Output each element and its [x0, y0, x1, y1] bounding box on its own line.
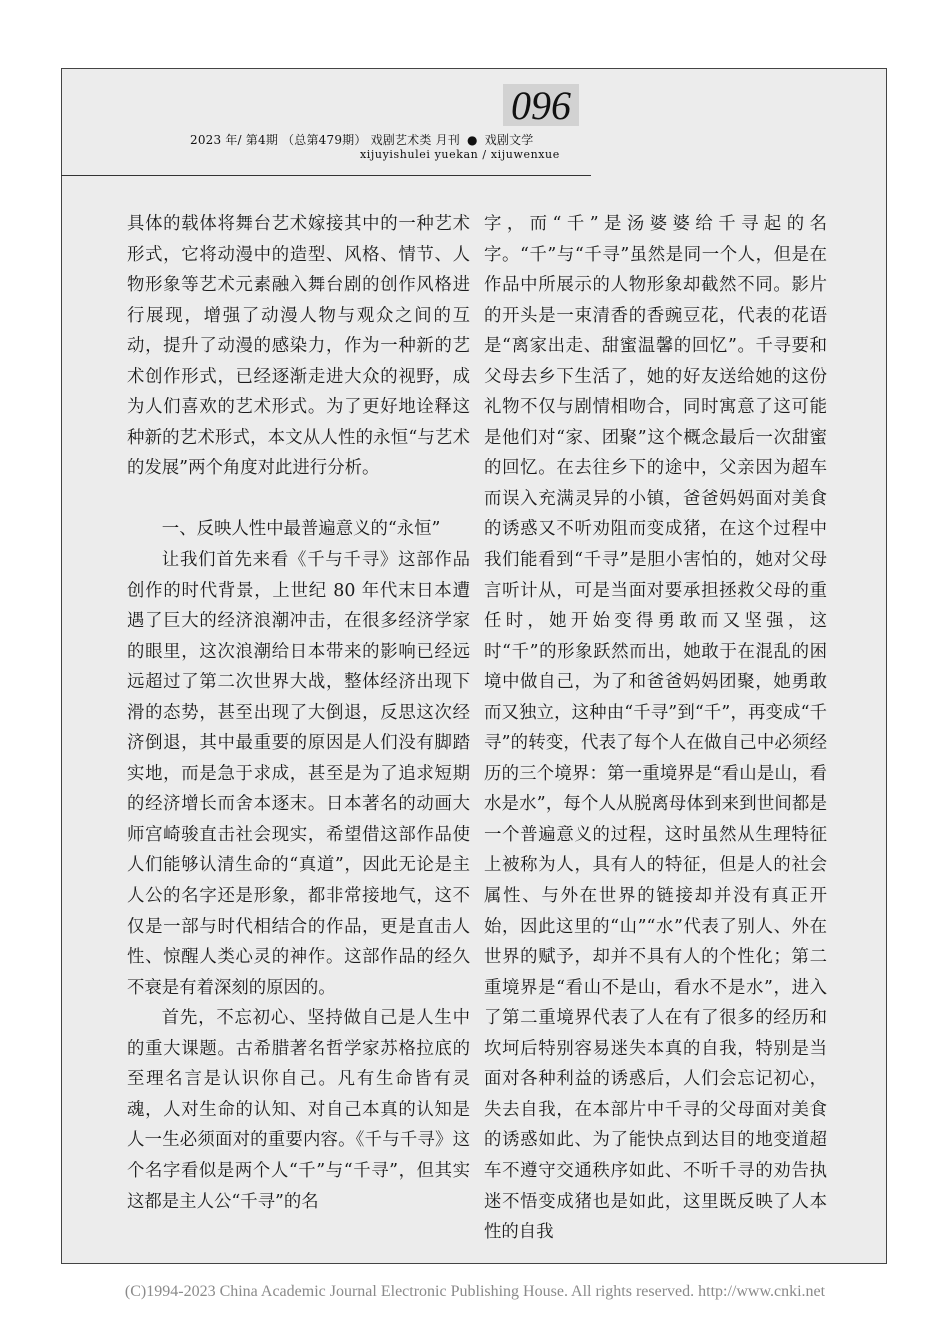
journal-pinyin: xijuyishulei yuekan / xijuwenxue: [360, 148, 560, 161]
section-heading: 一、反映人性中最普遍意义的“永恒”: [161, 519, 441, 540]
left-column: [127, 209, 470, 1217]
header-divider: [61, 175, 591, 176]
issue-info: [190, 132, 534, 148]
issue-text: 2023 年/ 第4期 （总第479期） 戏剧艺术类 月刊: [190, 133, 460, 147]
first-point-paragraph: 首先，不忘初心、坚持做自己是人生中的重大课题。古希腊著名哲学家苏格拉底的至理名言是认识你自己。凡有生命皆有灵魂，人对生命的认知、对自己本真的认知是人一生必须面对的重要内容。《千与千寻》这个名字看似是两个人“千”与“千寻”，但其实这都是主人公“千寻”的名: [127, 1008, 470, 1212]
copyright-footer: (C)1994-2023 China Academic Journal Electronic Publishing House. All rights reserved. http://www.cnki.net: [124, 1283, 826, 1300]
section-spacer: [127, 484, 470, 515]
bullet-icon: ●: [467, 133, 478, 147]
intro-paragraph: 具体的载体将舞台艺术嫁接其中的一种艺术形式，它将动漫中的造型、风格、情节、人物形象等艺术元素融入舞台剧的创作风格进行展现，增强了动漫人物与观众之间的互动，提升了动漫的感染力，作为一种新的艺术创作形式，已经逐渐走进大众的视野，成为人们喜欢的艺术形式。为了更好地诠释这种新的艺术形式，本文从人性的永恒“与艺术的发展”两个角度对此进行分析。: [127, 214, 470, 479]
right-column: [484, 209, 827, 1248]
page-number: 096: [503, 84, 579, 126]
background-paragraph: 让我们首先来看《千与千寻》这部作品创作的时代背景，上世纪 80 年代末日本遭遇了巨大的经济浪潮冲击，在很多经济学家的眼里，这次浪潮给日本带来的影响已经远远超过了第二次世界大战，整体经济出现下滑的态势，甚至出现了大倒退，反思这次经济倒退，其中最重要的原因是人们没有脚踏实地，而是急于求成，甚至是为了追求短期的经济增长而舍本逐末。日本著名的动画大师宫崎骏直击社会现实，希望借这部作品使人们能够认清生命的“真道”，因此无论是主人公的名字还是形象，都非常接地气，这不仅是一部与时代相结合的作品，更是直击人性、惊醒人类心灵的神作。这部作品的经久不衰是有着深刻的原因的。: [127, 550, 470, 998]
continued-paragraph: 字，而“千”是汤婆婆给千寻起的名字。“千”与“千寻”虽然是同一个人，但是在作品中所展示的人物形象却截然不同。影片的开头是一束清香的香豌豆花，代表的花语是“离家出走、甜蜜温馨的回忆”。千寻要和父母去乡下生活了，她的好友送给她的这份礼物不仅与剧情相吻合，同时寓意了这可能是他们对“家、团聚”这个概念最后一次甜蜜的回忆。在去往乡下的途中，父亲因为超车而误入充满灵异的小镇，爸爸妈妈面对美食的诱惑又不听劝阻而变成猪，在这个过程中我们能看到“千寻”是胆小害怕的，她对父母言听计从，可是当面对要承担拯救父母的重任时，她开始变得勇敢而又坚强，这时“千”的形象跃然而出，她敢于在混乱的困境中做自己，为了和爸爸妈妈团聚，她勇敢而又独立，这种由“千寻”到“千”，再变成“千寻”的转变，代表了每个人在做自己中必须经历的三个境界：第一重境界是“看山是山，看水是水”，每个人从脱离母体到来到世间都是一个普遍意义的过程，这时虽然从生理特征上被称为人，具有人的特征，但是人的社会属性、与外在世界的链接却并没有真正开始，因此这里的“山”“水”代表了别人、外在世界的赋予，却并不具有人的个性化；第二重境界是“看山不是山，看水不是水”，进入了第二重境界代表了人在有了很多的经历和坎坷后特别容易迷失本真的自我，特别是当面对各种利益的诱惑后，人们会忘记初心，失去自我，在本部片中千寻的父母面对美食的诱惑如此、为了能快点到达目的地变道超车不遵守交通秩序如此、不听千寻的劝告执迷不悟变成猪也是如此，这里既反映了人本性的自我: [484, 214, 827, 1243]
journal-name: 戏剧文学: [484, 133, 534, 147]
